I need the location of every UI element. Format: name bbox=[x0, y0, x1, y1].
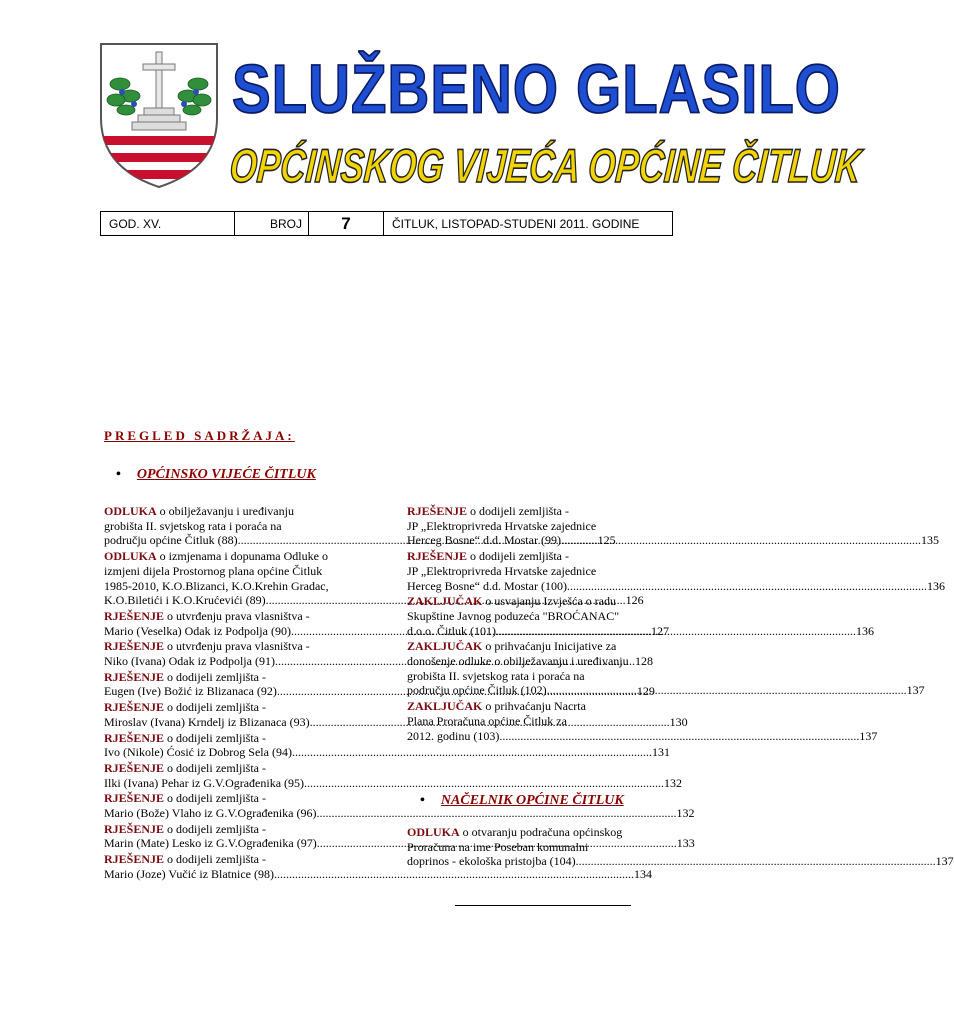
toc-entry-title-end: Ilki (Ivana) Pehar iz G.V.Ograđenika (95) bbox=[104, 775, 305, 790]
toc-entry-last-line bbox=[104, 775, 683, 791]
toc-entry-last-line bbox=[407, 578, 945, 594]
section-title: NAČELNIK OPĆINE ČITLUK bbox=[440, 793, 624, 808]
toc-entry-type: ZAKLJUČAK bbox=[407, 639, 483, 654]
publication-subtitle: OPĆINSKOG VIJEĆA OPĆINE ČITLUK bbox=[227, 140, 863, 193]
issue-info-bar bbox=[100, 211, 673, 236]
dot-leader bbox=[496, 624, 856, 639]
toc-entry-text: o dodijeli zemljišta - bbox=[164, 730, 267, 745]
toc-entry-title-end: Mario (Veselka) Odak iz Podpolja (90) bbox=[104, 623, 291, 638]
toc-entry-first-line bbox=[407, 699, 677, 714]
toc-page-number: 136 bbox=[856, 623, 874, 638]
toc-entry-type: RJEŠENJE bbox=[407, 549, 468, 564]
toc-entry-text: o dodijeli zemljišta - bbox=[164, 821, 267, 836]
toc-entry-text: o dodijeli zemljišta - bbox=[164, 791, 267, 806]
toc-entry-title-end: Marin (Mate) Lesko iz G.V.Ograđenika (97) bbox=[104, 836, 317, 851]
toc-entry-last-line bbox=[104, 745, 670, 760]
toc-entry-line: izmjeni dijela Prostornog plana općine Čitluk bbox=[104, 563, 323, 578]
toc-entry-text: o dodijeli zemljišta - bbox=[164, 669, 267, 684]
toc-entry-first-line bbox=[104, 852, 372, 867]
toc-entry-text: o prihvaćanju Inicijative za bbox=[482, 639, 617, 654]
toc-entry-last-line bbox=[104, 866, 652, 882]
toc-entry-type: ODLUKA bbox=[407, 825, 460, 839]
toc-entry-first-line bbox=[104, 670, 372, 685]
toc-entry-last-line bbox=[407, 533, 939, 548]
toc-entry-text: o dodijeli zemljišta - bbox=[467, 549, 570, 564]
toc-entry-text: o prihvaćanju Nacrta bbox=[482, 699, 586, 714]
toc-entry-title-end: d.o.o. Čitluk (101) bbox=[407, 623, 496, 638]
toc-entry-first-line bbox=[407, 504, 677, 519]
toc-entry-first-line bbox=[104, 791, 372, 806]
year-label: GOD. XV. bbox=[101, 212, 235, 235]
toc-entry-last-line bbox=[407, 854, 954, 869]
toc-entry-last-line bbox=[407, 683, 925, 698]
toc-entry-text: o izmjenama i dopunama Odluke o bbox=[156, 549, 328, 564]
toc-entry-first-line bbox=[104, 549, 372, 564]
toc-entry-first-line bbox=[407, 825, 677, 840]
toc-entry-text: o otvaranju podračuna općinskog bbox=[459, 825, 623, 839]
toc-entry-line: 1985-2010, K.O.Blizanci, K.O.Krehin Gradac, bbox=[104, 578, 329, 593]
issue-number: 7 bbox=[309, 212, 384, 235]
toc-entry-title-end: području općine Čitluk (102) bbox=[407, 683, 547, 698]
toc-page-number: 132 bbox=[664, 775, 683, 790]
bullet: • bbox=[420, 793, 425, 808]
contents-heading: PREGLED SADRŽAJA: bbox=[104, 428, 295, 443]
toc-page-number: 131 bbox=[651, 745, 670, 760]
toc-entry-type: RJEŠENJE bbox=[104, 608, 165, 623]
municipality-crest-logo bbox=[96, 40, 222, 190]
toc-entry-first-line bbox=[104, 700, 372, 715]
toc-entry-first-line bbox=[104, 731, 372, 746]
toc-entry-title-end: Niko (Ivana) Odak iz Podpolja (91) bbox=[104, 654, 275, 669]
bullet: • bbox=[116, 467, 121, 482]
toc-page-number: 129 bbox=[636, 684, 655, 699]
toc-entry bbox=[104, 760, 683, 790]
toc-page-number: 126 bbox=[625, 593, 644, 608]
toc-entry-line: grobišta II. svjetskog rata i poraća na bbox=[407, 668, 585, 683]
toc-entry-title-end: području općine Čitluk (88) bbox=[104, 533, 238, 548]
toc-entry-text: o utvrđenju prava vlasništva - bbox=[164, 608, 310, 623]
toc-entry-type: RJEŠENJE bbox=[104, 730, 165, 745]
toc-entry-type: RJEŠENJE bbox=[407, 504, 468, 518]
toc-entry-title-end: doprinos - ekološka pristojba (104) bbox=[407, 854, 576, 869]
toc-entry-text: o dodijeli zemljišta - bbox=[164, 700, 267, 715]
dot-leader bbox=[292, 745, 652, 760]
toc-entry-type: ZAKLJUČAK bbox=[407, 594, 483, 609]
toc-entry-line: grobišta II. svjetskog rata i poraća na bbox=[104, 518, 282, 533]
toc-entry-title-end: 2012. godinu (103) bbox=[407, 728, 500, 743]
toc-entry-first-line bbox=[104, 609, 372, 624]
toc-entry-line: Skupštine Javnog poduzeća "BROĆANAC" bbox=[407, 608, 620, 623]
toc-entry-text: o utvrđenju prava vlasništva - bbox=[164, 639, 310, 654]
publication-title: SLUŽBENO GLASILO bbox=[232, 51, 841, 128]
toc-entry-last-line bbox=[407, 623, 874, 639]
toc-entry-last-line bbox=[407, 728, 878, 744]
toc-page-number: 125 bbox=[597, 533, 616, 548]
toc-page-number: 137 bbox=[859, 728, 878, 743]
toc-entry-first-line bbox=[104, 504, 372, 519]
dot-leader bbox=[317, 806, 677, 821]
toc-entry-title-end: Eugen (Ive) Božić iz Blizanaca (92) bbox=[104, 684, 277, 699]
toc-entry-type: RJEŠENJE bbox=[104, 700, 165, 715]
toc-page-number: 136 bbox=[926, 578, 945, 593]
toc-entry-type: RJEŠENJE bbox=[104, 852, 165, 867]
dot-leader bbox=[499, 729, 859, 744]
toc-page-number: 130 bbox=[669, 714, 688, 729]
toc-entry bbox=[407, 594, 874, 638]
toc-entry-first-line bbox=[104, 761, 372, 776]
toc-entry-type: ODLUKA bbox=[104, 504, 157, 518]
toc-page-number: 127 bbox=[650, 623, 669, 638]
toc-entry-first-line bbox=[407, 549, 677, 564]
toc-entry-type: RJEŠENJE bbox=[104, 669, 165, 684]
toc-entry-text: o obilježavanju i uređivanju bbox=[156, 504, 294, 518]
toc-entry-title-end: Herceg Bosne“ d.d. Mostar (100) bbox=[407, 578, 567, 593]
toc-entry-title-end: Mario (Bože) Vlaho iz G.V.Ograđenika (96) bbox=[104, 806, 317, 821]
toc-entry-line: donošenje odluke o obilježavanju i uređivanju bbox=[407, 654, 629, 669]
toc-page-number: 134 bbox=[634, 866, 652, 881]
toc-entry bbox=[407, 639, 925, 698]
toc-entry-type: RJEŠENJE bbox=[104, 760, 165, 775]
toc-entry-line: JP „Elektroprivreda Hrvatske zajednice bbox=[407, 563, 597, 578]
toc-entry-title-end: Herceg Bosne“ d.d. Mostar (99) bbox=[407, 533, 561, 548]
toc-page-number: 133 bbox=[676, 836, 695, 851]
dot-leader bbox=[576, 854, 936, 869]
toc-entry-first-line bbox=[104, 822, 372, 837]
toc-entry-text: o usvajanju Izvješća o radu bbox=[482, 594, 616, 609]
toc-entry-type: RJEŠENJE bbox=[104, 639, 165, 654]
toc-page-number: 135 bbox=[920, 533, 939, 548]
toc-entry-type: ODLUKA bbox=[104, 549, 157, 564]
toc-entry-text: o dodijeli zemljišta - bbox=[164, 760, 267, 775]
toc-entry bbox=[407, 549, 945, 593]
toc-entry-title-end: K.O.Biletići i K.O.Krućevići (89) bbox=[104, 593, 266, 608]
toc-page-number: 137 bbox=[935, 854, 954, 869]
toc-entry-type: ZAKLJUČAK bbox=[407, 699, 483, 714]
toc-entry-title-end: Ivo (Nikole) Ćosić iz Dobrog Sela (94) bbox=[104, 745, 292, 760]
toc-page-number: 132 bbox=[676, 806, 695, 821]
dot-leader bbox=[567, 579, 927, 594]
section-heading-council bbox=[116, 467, 316, 483]
toc-entry-first-line bbox=[407, 639, 677, 654]
issue-date: ČITLUK, LISTOPAD-STUDENI 2011. GODINE bbox=[392, 216, 640, 231]
toc-entry-line: Plana Proračuna općine Čitluk za bbox=[407, 713, 567, 728]
toc-entry-line: JP „Elektroprivreda Hrvatske zajednice bbox=[407, 518, 597, 533]
toc-page-number: 128 bbox=[634, 654, 653, 669]
toc-entry-first-line bbox=[407, 594, 677, 609]
dot-leader bbox=[547, 683, 907, 698]
section-title: OPĆINSKO VIJEĆE ČITLUK bbox=[136, 467, 316, 482]
toc-entry bbox=[407, 504, 939, 548]
toc-entry-type: RJEŠENJE bbox=[104, 791, 165, 806]
dot-leader bbox=[561, 533, 921, 548]
toc-entry-text: o dodijeli zemljišta - bbox=[164, 852, 267, 867]
toc-entry-first-line bbox=[104, 639, 372, 654]
toc-entry-line: Proračuna na ime Poseban komunalni bbox=[407, 839, 589, 854]
toc-entry-title-end: Mario (Joze) Vučić iz Blatnice (98) bbox=[104, 866, 274, 881]
toc-entry-type: RJEŠENJE bbox=[104, 821, 165, 836]
toc-page-number: 137 bbox=[906, 683, 925, 698]
dot-leader bbox=[304, 776, 664, 791]
toc-entry-title-end: Miroslav (Ivana) Krndelj iz Blizanaca (93) bbox=[104, 714, 310, 729]
toc-entry-text: o dodijeli zemljišta - bbox=[467, 504, 570, 518]
end-rule bbox=[455, 905, 631, 906]
toc-entry-last-line bbox=[104, 806, 695, 821]
issue-number-label: BROJ bbox=[235, 212, 309, 235]
